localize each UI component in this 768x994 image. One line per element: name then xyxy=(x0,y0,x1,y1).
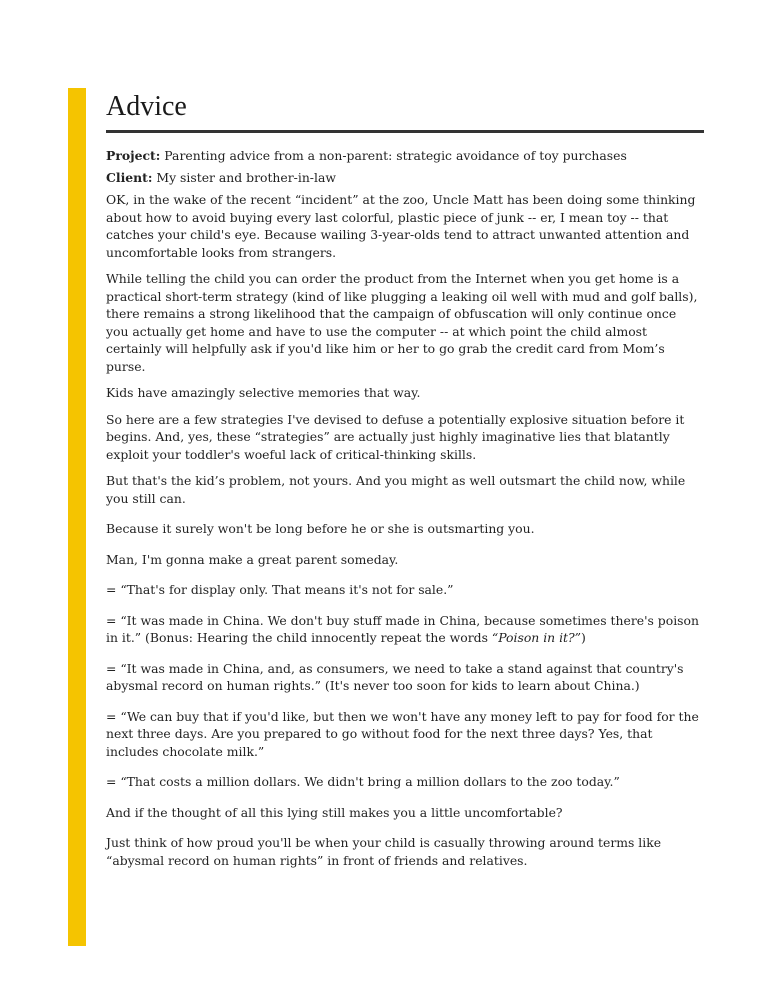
paragraph: Because it surely won't be long before he or she is outsmarting you. xyxy=(106,521,535,536)
project-value: Parenting advice from a non-parent: strategic avoidance of toy purchases xyxy=(164,148,627,163)
project-line xyxy=(106,147,700,164)
page-title: Advice xyxy=(106,91,187,122)
paragraph: While telling the child you can order the product from the Internet when you get home is a practical short-term strategy (kind of like plugging a leaking oil well with mud and golf balls), there remains a strong likelihood that the campaign of obfuscation will only continue once you actually get home and have to use the computer -- at which point the child almost certainly will helpfully ask if you'd like him or her to go grab the credit card from Mom’s purse. xyxy=(106,271,698,374)
document-body xyxy=(106,88,700,878)
strategy-quote: “Poison in it?” xyxy=(491,630,582,645)
strategy-text: = “It was made in China. We don't buy stuff made in China, because sometimes there's poison in it.” (Bonus: Hearing the child innocently repeat the words xyxy=(106,612,699,645)
project-label: Project: xyxy=(106,148,161,163)
accent-bar xyxy=(68,88,86,946)
client-line xyxy=(106,169,700,186)
paragraph: Kids have amazingly selective memories that way. xyxy=(106,385,421,400)
title-divider xyxy=(106,130,704,133)
paragraph: Man, I'm gonna make a great parent someday. xyxy=(106,551,399,567)
strategy-item: = “It was made in China, and, as consumers, we need to take a stand against that country's abysmal record on human rights.” (It's never too soon for kids to learn about China.) xyxy=(106,660,684,693)
paragraph: So here are a few strategies I've devised to defuse a potentially explosive situation before it begins. And, yes, these “strategies” are actually just highly imaginative lies that blatantly exploit your toddler's woeful lack of critical-thinking skills. xyxy=(106,411,685,462)
paragraph: Just think of how proud you'll be when your child is casually throwing around terms like “abysmal record on human rights” in front of friends and relatives. xyxy=(106,835,662,868)
strategy-text-end: ) xyxy=(581,630,586,645)
paragraph: OK, in the wake of the recent “incident” at the zoo, Uncle Matt has been doing some thinking about how to avoid buying every last colorful, plastic piece of junk -- er, I mean toy -- that catches your child's eye. Because wailing 3-year-olds tend to attract unwanted attention and uncomfortable looks from strangers. xyxy=(106,192,696,260)
strategy-item: = “We can buy that if you'd like, but then we won't have any money left to pay for food for the next three days. Are you prepared to go without food for the next three days? Yes, that includes chocolate milk.” xyxy=(106,708,699,759)
paragraph: But that's the kid’s problem, not yours. And you might as well outsmart the child now, while you still can. xyxy=(106,473,686,506)
paragraph: And if the thought of all this lying still makes you a little uncomfortable? xyxy=(106,804,563,820)
client-label: Client: xyxy=(106,170,153,185)
strategy-item xyxy=(106,612,700,647)
strategy-item: = “That's for display only. That means it's not for sale.” xyxy=(106,582,454,597)
client-value: My sister and brother-in-law xyxy=(156,170,336,185)
strategy-item: = “That costs a million dollars. We didn't bring a million dollars to the zoo today.” xyxy=(106,774,620,789)
